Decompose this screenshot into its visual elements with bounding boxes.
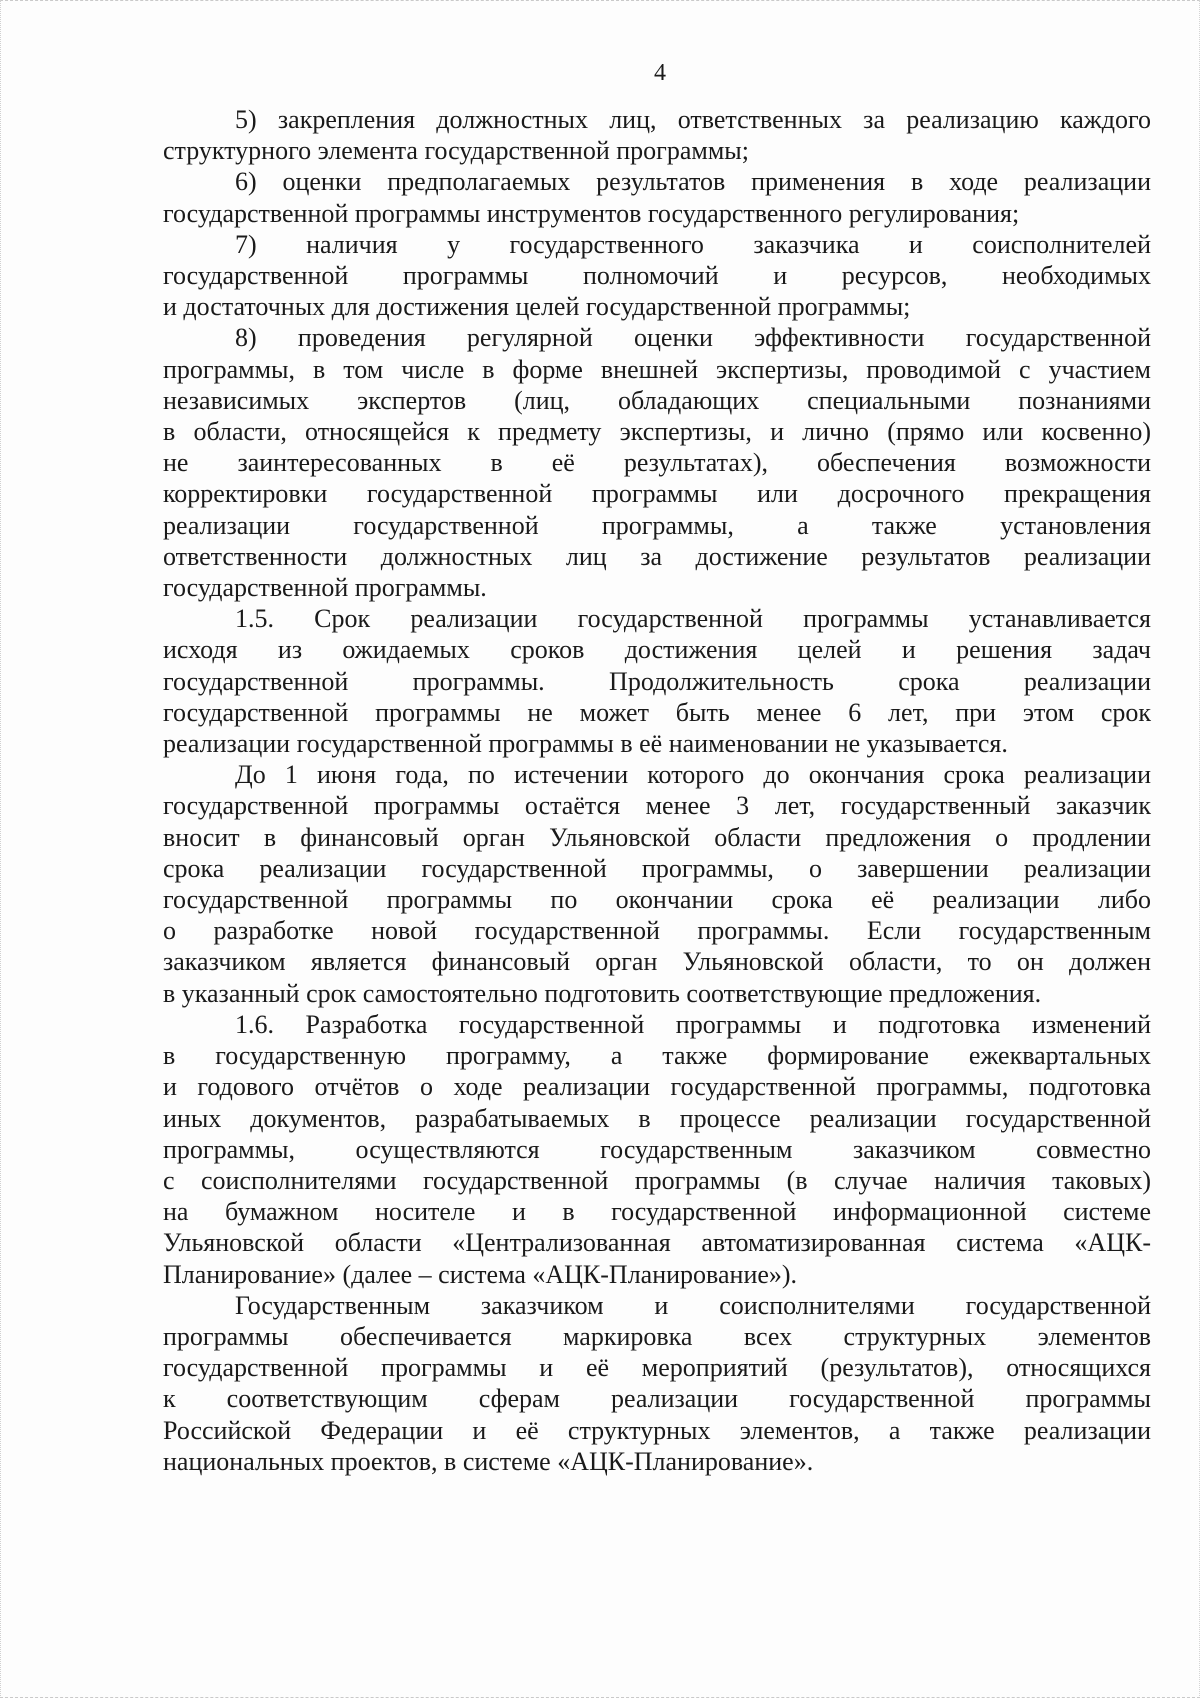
text-line: 1.5. Срок реализации государственной программы устанавливается bbox=[235, 604, 1151, 634]
text-line: в области, относящейся к предмету экспертизы, и лично (прямо или косвенно) bbox=[163, 417, 1151, 447]
text-line: заказчиком является финансовый орган Ульяновской области, то он должен bbox=[163, 947, 1151, 977]
paragraph-item-6 bbox=[163, 166, 1151, 228]
text-line: государственной программы. Продолжительность срока реализации bbox=[163, 666, 1151, 696]
paragraph-item-7 bbox=[163, 229, 1151, 323]
paragraph-item-8 bbox=[163, 322, 1151, 603]
text-line: корректировки государственной программы или досрочного прекращения bbox=[163, 479, 1151, 509]
text-line: исходя из ожидаемых сроков достижения целей и решения задач bbox=[163, 635, 1151, 665]
text-line: государственной программы остаётся менее 3 лет, государственный заказчик bbox=[163, 791, 1151, 821]
text-line: о разработке новой государственной программы. Если государственным bbox=[163, 916, 1151, 946]
text-line: ответственности должностных лиц за достижение результатов реализации bbox=[163, 541, 1151, 571]
text-line: программы, осуществляются государственным заказчиком совместно bbox=[163, 1134, 1151, 1164]
text-line: Планирование» (далее – система «АЦК-Планирование»). bbox=[163, 1259, 798, 1289]
document-body bbox=[163, 104, 1151, 1477]
text-line: и достаточных для достижения целей государственной программы; bbox=[163, 292, 911, 322]
scan-edge-right bbox=[1192, 0, 1200, 1698]
text-line: срока реализации государственной программы, о завершении реализации bbox=[163, 853, 1151, 883]
text-line: До 1 июня года, по истечении которого до окончания срока реализации bbox=[235, 760, 1151, 790]
paragraph-marking bbox=[163, 1290, 1151, 1477]
text-line: вносит в финансовый орган Ульяновской области предложения о продлении bbox=[163, 822, 1151, 852]
text-line: программы, в том числе в форме внешней экспертизы, проводимой с участием bbox=[163, 354, 1151, 384]
text-line: 6) оценки предполагаемых результатов применения в ходе реализации bbox=[235, 167, 1151, 197]
text-line: и годового отчётов о ходе реализации государственной программы, подготовка bbox=[163, 1072, 1151, 1102]
text-line: Ульяновской области «Централизованная автоматизированная система «АЦК- bbox=[163, 1228, 1151, 1258]
scan-edge-bottom bbox=[0, 1690, 1200, 1698]
paragraph-item-5 bbox=[163, 104, 1151, 166]
text-line: 7) наличия у государственного заказчика и соисполнителей bbox=[235, 229, 1151, 259]
text-line: 1.6. Разработка государственной программы и подготовка изменений bbox=[235, 1009, 1151, 1039]
text-line: государственной программы инструментов государственного регулирования; bbox=[163, 198, 1020, 228]
text-line: программы обеспечивается маркировка всех структурных элементов bbox=[163, 1321, 1151, 1351]
text-line: реализации государственной программы, а также установления bbox=[163, 510, 1151, 540]
text-line: реализации государственной программы в её наименовании не указывается. bbox=[163, 729, 1008, 759]
text-line: на бумажном носителе и в государственной информационной системе bbox=[163, 1197, 1151, 1227]
text-line: к соответствующим сферам реализации государственной программы bbox=[163, 1384, 1151, 1414]
text-line: иных документов, разрабатываемых в процессе реализации государственной bbox=[163, 1103, 1151, 1133]
text-line: с соисполнителями государственной программы (в случае наличия таковых) bbox=[163, 1165, 1151, 1195]
text-line: государственной программы по окончании срока её реализации либо bbox=[163, 885, 1151, 915]
text-line: государственной программы полномочий и ресурсов, необходимых bbox=[163, 261, 1151, 291]
text-line: национальных проектов, в системе «АЦК-Планирование». bbox=[163, 1446, 814, 1476]
text-line: государственной программы и её мероприятий (результатов), относящихся bbox=[163, 1353, 1151, 1383]
text-line: независимых экспертов (лиц, обладающих специальными познаниями bbox=[163, 385, 1151, 415]
text-line: 8) проведения регулярной оценки эффективности государственной bbox=[235, 323, 1151, 353]
page-number: 4 bbox=[654, 60, 666, 86]
text-line: не заинтересованных в её результатах), обеспечения возможности bbox=[163, 448, 1151, 478]
paragraph-section-1-5 bbox=[163, 603, 1151, 759]
text-line: структурного элемента государственной программы; bbox=[163, 136, 749, 166]
paragraph-section-1-6 bbox=[163, 1009, 1151, 1290]
text-line: государственной программы. bbox=[163, 573, 487, 603]
scan-edge-left bbox=[0, 0, 4, 1698]
text-line: государственной программы не может быть менее 6 лет, при этом срок bbox=[163, 697, 1151, 727]
text-line: 5) закрепления должностных лиц, ответственных за реализацию каждого bbox=[235, 105, 1151, 134]
text-line: Государственным заказчиком и соисполнителями государственной bbox=[235, 1290, 1151, 1320]
text-line: в государственную программу, а также формирование ежеквартальных bbox=[163, 1041, 1151, 1071]
scan-edge-top bbox=[0, 0, 1200, 20]
paragraph-deadline bbox=[163, 759, 1151, 1009]
text-line: Российской Федерации и её структурных элементов, а также реализации bbox=[163, 1415, 1151, 1445]
text-line: в указанный срок самостоятельно подготовить соответствующие предложения. bbox=[163, 978, 1042, 1008]
